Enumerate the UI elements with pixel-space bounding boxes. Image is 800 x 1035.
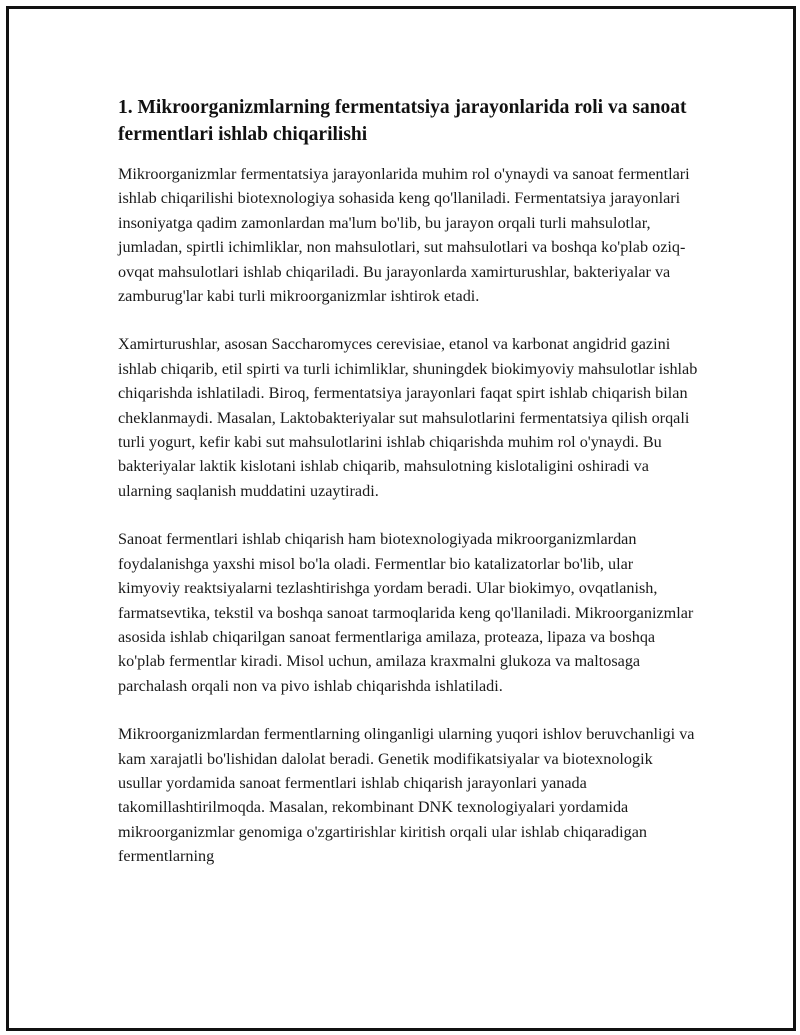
section-title: 1. Mikroorganizmlarning fermentatsiya jarayonlarida roli va sanoat fermentlari ishlab chiqarilishi (118, 97, 687, 145)
paragraph-4: Mikroorganizmlardan fermentlarning olinganligi ularning yuqori ishlov beruvchanligi va kam xarajatli bo'lishidan dalolat beradi. Genetik modifikatsiyalar va biotexnologik usullar yordamida sanoat fermentlari ishlab chiqarish jarayonlari yanada takomillashtirilmoqda. Masalan, rekombinant DNK texnologiyalari yordamida mikroorganizmlar genomiga o'zgartirishlar kiritish orqali ular ishlab chiqaradigan fermentlarning (118, 725, 695, 866)
paragraph-3: Sanoat fermentlari ishlab chiqarish ham biotexnologiyada mikroorganizmlardan foydalanishga yaxshi misol bo'la oladi. Fermentlar bio katalizatorlar bo'lib, ular kimyoviy reaktsiyalarni tezlashtirishga yordam beradi. Ular biokimyo, ovqatlanish, farmatsevtika, tekstil va boshqa sanoat tarmoqlarida keng qo'llaniladi. Mikroorganizmlar asosida ishlab chiqarilgan sanoat fermentlariga amilaza, proteaza, lipaza va boshqa ko'plab fermentlar kiradi. Misol uchun, amilaza kraxmalni glukoza va maltosaga parchalash orqali non va pivo ishlab chiqarishda ishlatiladi. (118, 530, 694, 695)
paragraph-1: Mikroorganizmlar fermentatsiya jarayonlarida muhim rol o'ynaydi va sanoat fermentlari ishlab chiqarilishi biotexnologiya sohasida keng qo'llaniladi. Fermentatsiya jarayonlari insoniyatga qadim zamonlardan ma'lum bo'lib, bu jarayon orqali turli mahsulotlar, jumladan, spirtli ichimliklar, non mahsulotlari, sut mahsulotlari va boshqa ko'plab oziq-ovqat mahsulotlari ishlab chiqariladi. Bu jarayonlarda xamirturushlar, bakteriyalar va zamburug'lar kabi turli mikroorganizmlar ishtirok etadi. (118, 165, 690, 306)
paragraph-2: Xamirturushlar, asosan Saccharomyces cerevisiae, etanol va karbonat angidrid gazini ishlab chiqarib, etil spirti va turli ichimliklar, shuningdek biokimyoviy mahsulotlar ishlab chiqarishda ishlatiladi. Biroq, fermentatsiya jarayonlari faqat spirt ishlab chiqarish bilan cheklanmaydi. Masalan, Laktobakteriyalar sut mahsulotlarini fermentatsiya qilish orqali turli yogurt, kefir kabi sut mahsulotlarini ishlab chiqarishda muhim rol o'ynaydi. Bu bakteriyalar laktik kislotani ishlab chiqarib, mahsulotning kislotaligini oshiradi va ularning saqlanish muddatini uzaytiradi. (118, 335, 698, 500)
document-body (118, 94, 698, 893)
